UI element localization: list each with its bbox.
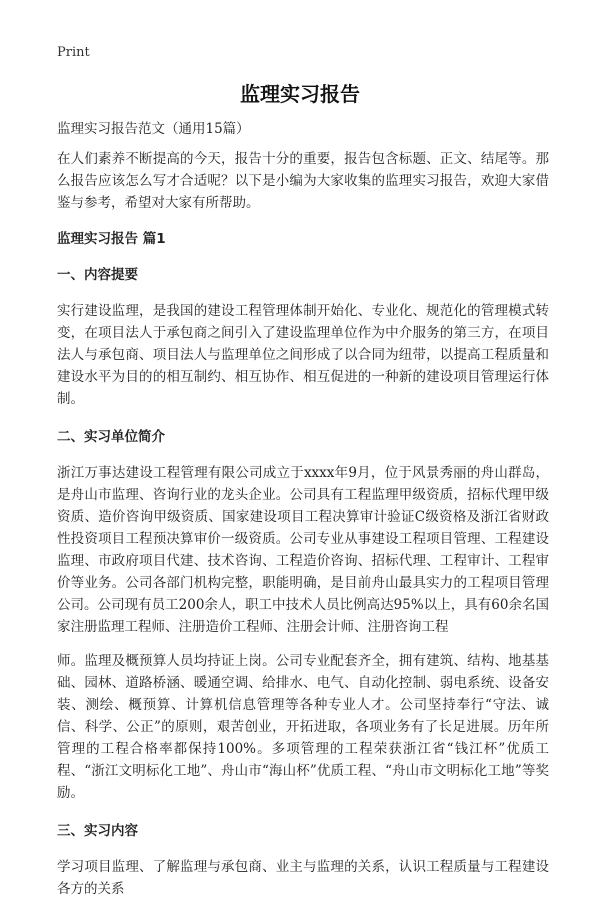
section-paragraph: 浙江万事达建设工程管理有限公司成立于xxxx年9月，位于风景秀丽的舟山群岛，是舟山市监理、咨询行业的龙头企业。公司具有工程监理甲级资质，招标代理甲级资质、造价咨询甲级资质、国家建设项目工程决算审计验证C级资格及浙江省财政性投资项目工程预决算审价一级资质。公司专业从事建设工程项目管理、工程建设监理、市政府项目代建、技术咨询、工程造价咨询、招标代理、工程审计、工程审价等业务。公司各部门机构完整，职能明确，是目前舟山最具实力的工程项目管理公司。公司现有员工200余人，职工中技术人员比例高达95%以上，具有60余名国家注册监理工程师、注册造价工程师、注册会计师、注册咨询工程: [57, 465, 549, 635]
section-heading: 一、内容提要: [57, 267, 138, 283]
document-subtitle: 监理实习报告范文（通用15篇）: [57, 121, 250, 137]
intro-paragraph: 在人们素养不断提高的今天，报告十分的重要，报告包含标题、正文、结尾等。那么报告应该怎么写才合适呢？以下是小编为大家收集的监理实习报告，欢迎大家借鉴与参考，希望对大家有所帮助。: [57, 151, 549, 211]
article-heading: 监理实习报告 篇1: [57, 231, 166, 247]
document-body: [57, 118, 549, 916]
section-company-intro: [57, 426, 549, 804]
section-heading: 三、实习内容: [57, 823, 138, 839]
section-paragraph: 师。监理及概预算人员均持证上岗。公司专业配套齐全，拥有建筑、结构、地基基础、园林、道路桥涵、暖通空调、给排水、电气、自动化控制、弱电系统、设备安装、测绘、概预算、计算机信息管理等各种专业人才。公司坚持奉行“守法、诚信、科学、公正”的原则，艰苦创业，开拓进取，各项业务有了长足进展。历年所管理的工程合格率都保持100%。多项管理的工程荣获浙江省“钱江杯”优质工程、“浙江文明标化工地”、舟山市“海山杯”优质工程、“舟山市文明标化工地”等奖励。: [57, 653, 549, 801]
page-title: 监理实习报告: [240, 82, 360, 106]
section-internship-content: [57, 820, 549, 900]
section-summary: [57, 264, 549, 410]
print-link[interactable]: Print: [57, 45, 90, 60]
section-paragraph: 实行建设监理，是我国的建设工程管理体制开始化、专业化、规范化的管理模式转变，在项目法人于承包商之间引入了建设监理单位作为中介服务的第三方，在项目法人与承包商、项目法人与监理单位之间形成了以合同为纽带，以提高工程质量和建设水平为目的的相互制约、相互协作、相互促进的一种新的建设项目管理运行体制。: [57, 303, 549, 407]
section-heading: 二、实习单位简介: [57, 429, 165, 445]
section-paragraph: 学习项目监理、了解监理与承包商、业主与监理的关系，认识工程质量与工程建设各方的关系: [57, 859, 549, 897]
